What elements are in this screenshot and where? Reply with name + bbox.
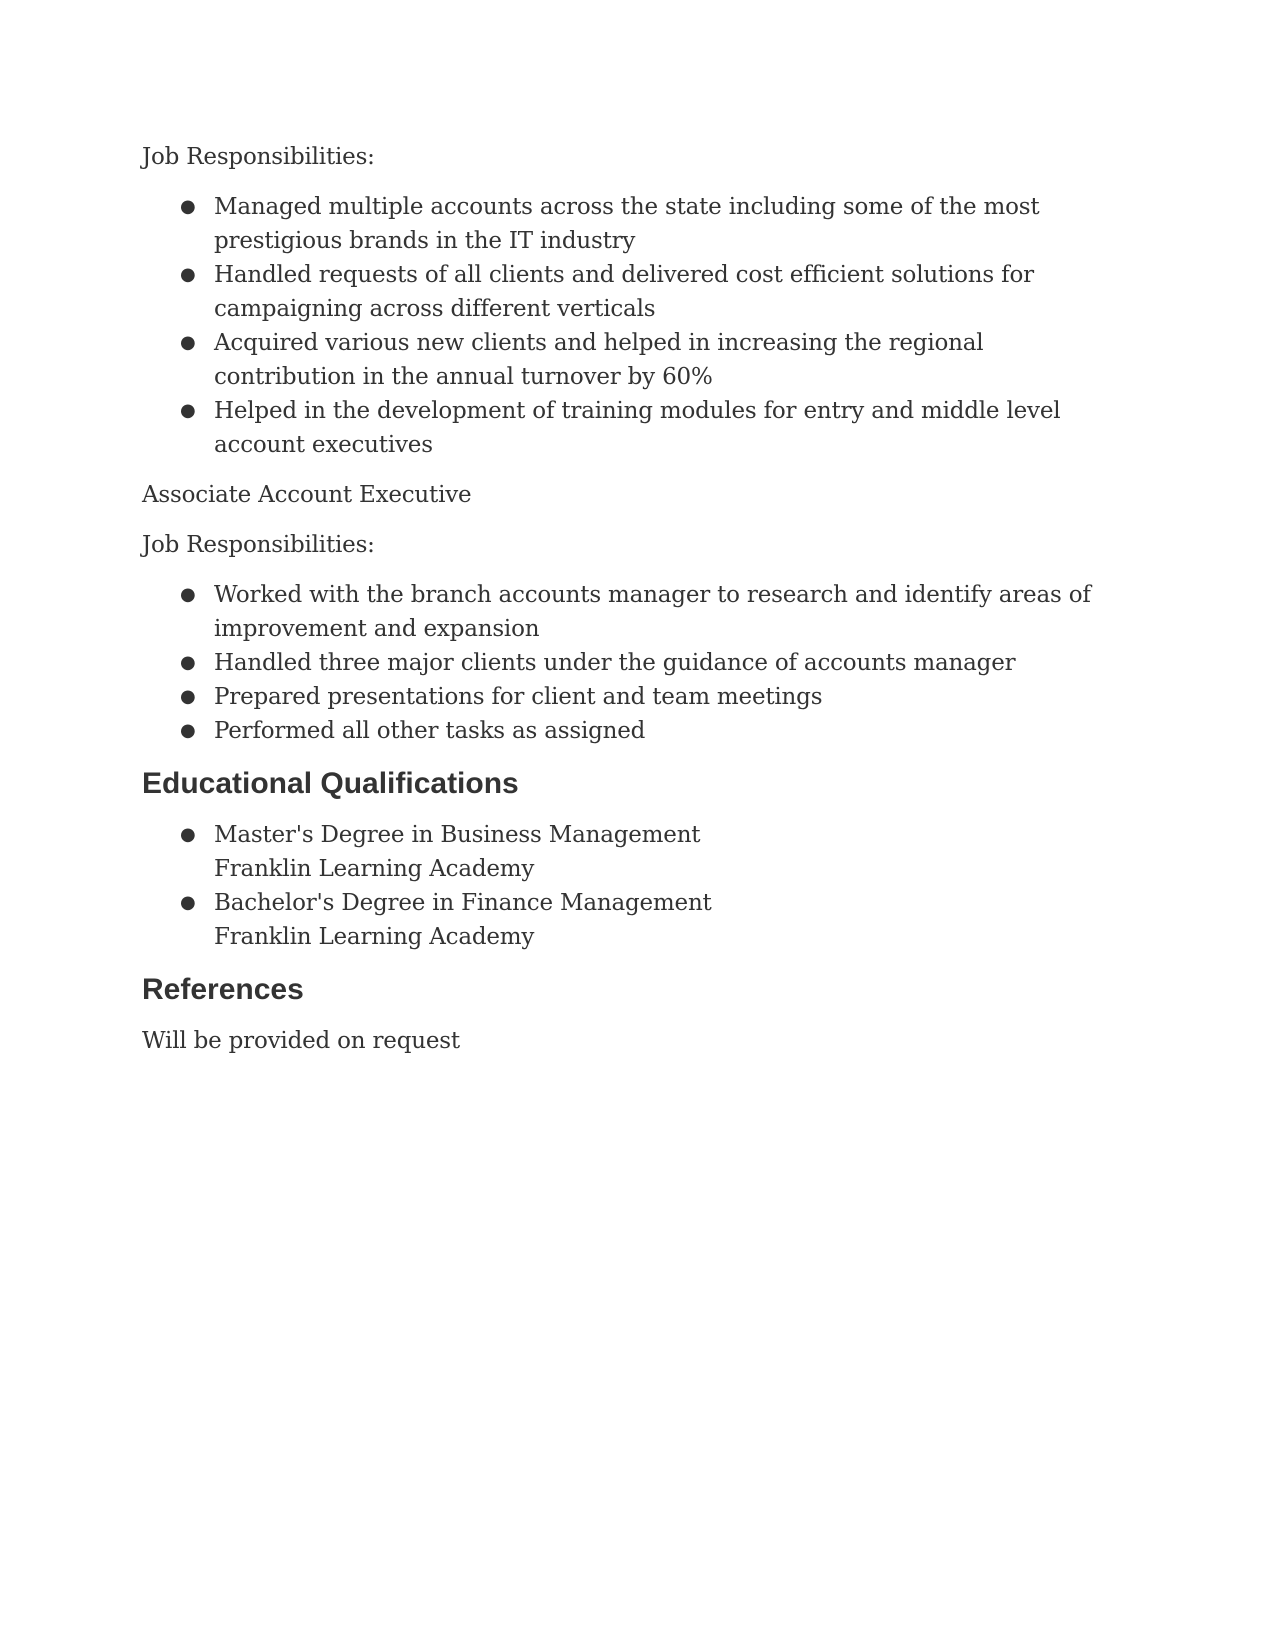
- bullet-icon: ●: [180, 264, 196, 285]
- bullet-icon: ●: [180, 196, 196, 217]
- education-heading: Educational Qualifications: [142, 767, 519, 800]
- references-heading: References: [142, 973, 304, 1006]
- bullet-icon: ●: [180, 332, 196, 353]
- list-item-text: Managed multiple accounts across the state including some of the most prestigious brands in the IT industry: [214, 194, 1040, 254]
- list-item: [142, 680, 1092, 714]
- list-item: [142, 394, 1092, 462]
- list-item: [142, 190, 1092, 258]
- degree-name: Bachelor's Degree in Finance Management: [214, 890, 712, 916]
- bullet-icon: ●: [180, 824, 196, 845]
- bullet-icon: ●: [180, 892, 196, 913]
- school-name: Franklin Learning Academy: [214, 856, 535, 882]
- bullet-icon: ●: [180, 584, 196, 605]
- degree-name: Master's Degree in Business Management: [214, 822, 701, 848]
- job-responsibilities-list: [142, 578, 1092, 748]
- list-item-text: Performed all other tasks as assigned: [214, 718, 646, 744]
- bullet-icon: ●: [180, 686, 196, 707]
- list-item: [142, 578, 1092, 646]
- list-item: [142, 818, 1092, 886]
- school-name: Franklin Learning Academy: [214, 924, 535, 950]
- references-text: Will be provided on request: [142, 1028, 460, 1054]
- list-item: [142, 714, 1092, 748]
- bullet-icon: ●: [180, 652, 196, 673]
- list-item: [142, 258, 1092, 326]
- list-item-text: Handled three major clients under the guidance of accounts manager: [214, 650, 1016, 676]
- list-item: [142, 326, 1092, 394]
- job-responsibilities-label: Job Responsibilities:: [142, 532, 375, 558]
- list-item-text: Prepared presentations for client and team meetings: [214, 684, 823, 710]
- list-item-text: Acquired various new clients and helped in increasing the regional contribution in the annual turnover by 60%: [214, 330, 984, 390]
- resume-page: [142, 140, 1092, 1074]
- list-item: [142, 646, 1092, 680]
- list-item: [142, 886, 1092, 954]
- list-item-text: Worked with the branch accounts manager to research and identify areas of improvement and expansion: [214, 582, 1091, 642]
- position-title: Associate Account Executive: [142, 482, 472, 508]
- education-list: [142, 818, 1092, 954]
- job-responsibilities-label: Job Responsibilities:: [142, 144, 375, 170]
- bullet-icon: ●: [180, 400, 196, 421]
- bullet-icon: ●: [180, 720, 196, 741]
- job-responsibilities-list: [142, 190, 1092, 462]
- list-item-text: Helped in the development of training modules for entry and middle level account executives: [214, 398, 1061, 458]
- list-item-text: Handled requests of all clients and delivered cost efficient solutions for campaigning across different verticals: [214, 262, 1034, 322]
